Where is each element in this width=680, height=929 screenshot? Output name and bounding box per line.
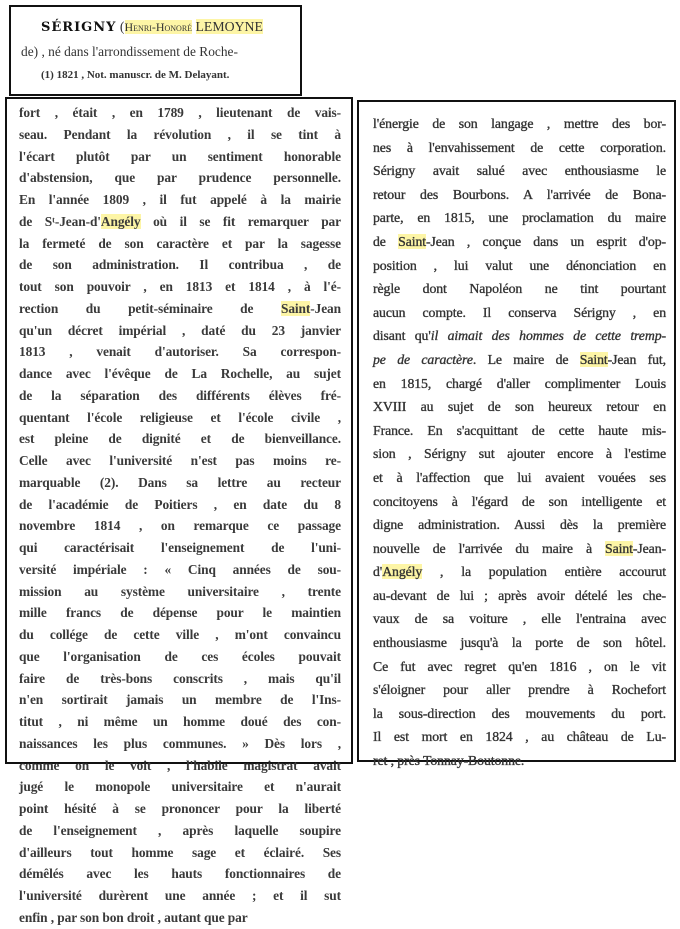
- line-text: Ce fut avec regret qu'en 1816 , on le vit: [373, 658, 666, 674]
- line-text: de: [373, 233, 399, 249]
- line-text: sion , Sérigny sut ajouter encore à l'estime: [373, 446, 666, 462]
- right-column-snippet: [357, 100, 676, 769]
- text-line: [373, 112, 666, 136]
- text-line: [19, 689, 341, 711]
- line-text: faire de très-bons conscrits , mais qu'il: [19, 670, 341, 686]
- entry-subtitle: de) , né dans l'arrondissement de Roche-: [21, 44, 238, 59]
- text-line: [19, 385, 341, 407]
- text-line: [373, 725, 666, 749]
- line-text: règle dont Napoléon ne tint pourtant: [373, 281, 666, 297]
- text-line: [19, 211, 341, 233]
- line-text: retour des Bourbons. A l'arrivée de Bona-: [373, 186, 666, 202]
- line-text: ret , près Tonnay-Boutonne.: [373, 753, 525, 769]
- text-line: [19, 494, 341, 516]
- line-text: aucun compte. Il conserva Sérigny , en: [373, 304, 666, 320]
- given-names-highlight: Henri-Honoré: [124, 20, 193, 34]
- text-line: [19, 450, 341, 472]
- line-text: qu'un décret impérial , daté du 23 janvier: [19, 322, 341, 338]
- text-line: [19, 537, 341, 559]
- text-line: [19, 167, 341, 189]
- text-line: [19, 189, 341, 211]
- line-text: novembre 1814 , on remarque ce passage: [19, 518, 341, 534]
- line-text: enthousiasme jusqu'à la porte de son hôtel.: [373, 635, 666, 651]
- line-text: 1813 , venait d'autoriser. Sa correspon-: [19, 344, 341, 360]
- line-text: l'université durèrent une année ; et il sut: [19, 888, 341, 903]
- line-text: de la séparation des différents élèves fré-: [19, 387, 341, 403]
- text-line: [19, 755, 341, 777]
- text-line: [373, 395, 666, 419]
- text-line: [19, 276, 341, 298]
- line-text: titut , ni même un homme doué des con-: [19, 714, 341, 729]
- line-text: versité impériale : « Cinq années de sou-: [19, 561, 341, 577]
- line-text: de Sᵗ-Jean-d': [19, 213, 101, 229]
- entry-title: [21, 13, 292, 41]
- line-text: . Le maire de: [472, 351, 580, 367]
- search-highlight: Saint: [579, 351, 608, 367]
- text-line: [19, 298, 341, 320]
- line-text: dance avec l'évêque de La Rochelle, au sujet: [19, 366, 341, 381]
- text-line: [19, 559, 341, 581]
- line-text: digne administration. Aussi dès la première: [373, 517, 666, 533]
- line-text: nes à l'envahissement de cette corporation.: [373, 139, 666, 155]
- text-line: [373, 301, 666, 325]
- line-text: jugé le monopole universitaire et n'aurait: [19, 779, 341, 795]
- text-line: [373, 254, 666, 278]
- line-text: XVIII au sujet de son heureux retour en: [373, 399, 666, 415]
- line-text: concitoyens à l'égard de son intelligente et: [373, 493, 666, 509]
- text-line: [19, 776, 341, 798]
- text-line: [19, 102, 341, 124]
- line-text: n'en sortirait jamais un membre de l'Ins-: [19, 692, 341, 708]
- text-line: [19, 711, 341, 733]
- text-line: [373, 419, 666, 443]
- text-line: [19, 233, 341, 255]
- text-line: [373, 537, 666, 561]
- text-line: [19, 602, 341, 624]
- line-text: -Jean fut,: [607, 351, 666, 367]
- header-snippet-box: [9, 5, 302, 96]
- text-line: [19, 581, 341, 603]
- search-highlight: Saint: [398, 233, 426, 249]
- text-line: [373, 490, 666, 514]
- line-text: la sous-direction des mouvements du port.: [373, 705, 666, 721]
- text-line: [373, 466, 666, 490]
- line-text: nouvelle de l'arrivée du maire à: [373, 540, 606, 556]
- line-text: l'énergie de son langage , mettre des bor-: [373, 116, 666, 131]
- text-line: [373, 749, 666, 773]
- text-line: [373, 277, 666, 301]
- search-highlight: Saint: [605, 540, 633, 556]
- line-text: comme on le voit , l'habile magistrat avait: [19, 757, 341, 773]
- line-text: tout son pouvoir , en 1813 et 1814 , à l'é-: [19, 279, 341, 294]
- surname-highlight: LEMOYNE: [195, 19, 263, 34]
- line-text: du collége de cette ville , m'ont convaincu: [19, 627, 341, 642]
- text-line: [19, 842, 341, 864]
- title-paren: (: [116, 19, 125, 34]
- text-line: [19, 798, 341, 820]
- line-text: naissances les plus communes. » Dès lors ,: [19, 735, 341, 751]
- line-text: seau. Pendant la révolution , il se tint à: [19, 126, 341, 142]
- line-text: vaux de sa voiture , elle l'entraina avec: [373, 611, 666, 627]
- text-line: [19, 146, 341, 168]
- line-text: mission au système universitaire , trente: [19, 583, 341, 599]
- line-text: la fermeté de son caractère et par la sagesse: [19, 235, 341, 251]
- text-line: [19, 624, 341, 646]
- line-text: En l'année 1809 , il fut appelé à la mairie: [19, 192, 341, 207]
- line-text: fort , était , en 1789 , lieutenant de vais-: [19, 105, 341, 120]
- line-text: où il se fit remarquer par: [140, 213, 341, 229]
- italic-text: pe de caractère: [373, 351, 473, 367]
- text-line: [19, 863, 341, 885]
- search-highlight: Angély: [100, 213, 141, 229]
- line-text: est pleine de dignité et de bienveillance.: [19, 431, 341, 447]
- search-highlight: Angély: [382, 564, 423, 580]
- text-line: [373, 560, 666, 584]
- line-text: l'écart plutôt par un sentiment honorable: [19, 148, 341, 164]
- line-text: d'ailleurs tout homme sage et éclairé. Ses: [19, 844, 341, 860]
- line-text: démêlés avec les hauts fonctionnaires de: [19, 866, 341, 882]
- text-line: [19, 646, 341, 668]
- line-text: Il est mort en 1824 , au château de Lu-: [373, 729, 666, 745]
- text-line: [373, 348, 666, 372]
- text-line: [19, 515, 341, 537]
- text-line: [19, 885, 341, 907]
- text-line: [373, 372, 666, 396]
- text-line: [373, 159, 666, 183]
- footnote: (1) 1821 , Not. manuscr. de M. Delayant.: [41, 69, 230, 81]
- text-line: [373, 136, 666, 160]
- italic-text: il aimait des hommes de cette tremp-: [430, 328, 666, 344]
- text-line: [19, 341, 341, 363]
- line-text: de l'enseignement , après laquelle soupire: [19, 822, 341, 838]
- line-text: France. En s'acquittant de cette haute mis-: [373, 422, 666, 438]
- text-line: [373, 655, 666, 679]
- text-line: [373, 678, 666, 702]
- line-text: enfin , par son bon droit , autant que par: [19, 909, 248, 925]
- text-line: [19, 363, 341, 385]
- text-line: [19, 907, 341, 929]
- line-text: Sérigny avait salué avec enthousiasme le: [373, 163, 666, 179]
- text-line: [19, 733, 341, 755]
- search-highlight: Saint: [280, 300, 311, 316]
- text-line: [19, 407, 341, 429]
- text-line: [19, 124, 341, 146]
- line-text: parte, en 1815, une proclamation du maire: [373, 210, 666, 226]
- text-line: [19, 320, 341, 342]
- line-text: point hésité à se prononcer pour la liberté: [19, 801, 341, 816]
- line-text: qui caractérisait l'enseignement de l'uni-: [19, 540, 341, 555]
- text-line: [19, 254, 341, 276]
- text-line: [373, 206, 666, 230]
- line-text: , la population entière accourut: [422, 564, 666, 580]
- text-line: [373, 442, 666, 466]
- line-text: en 1815, chargé d'aller complimenter Louis: [373, 375, 666, 391]
- line-text: au-devant de lui ; après avoir dételé les che-: [373, 587, 666, 603]
- text-line: [373, 607, 666, 631]
- line-text: -Jean-: [632, 540, 666, 556]
- text-line: [373, 702, 666, 726]
- text-line: [19, 668, 341, 690]
- line-text: quentant l'école religieuse et l'école civile ,: [19, 409, 341, 425]
- line-text: Celle avec l'université n'est pas moins re-: [19, 453, 341, 468]
- line-text: d': [373, 564, 383, 580]
- line-text: -Jean , conçue dans un esprit d'op-: [426, 233, 667, 249]
- line-text: et à l'affection que lui avaient vouées ses: [373, 469, 666, 485]
- line-text: marquable (2). Dans sa lettre au recteur: [19, 474, 341, 490]
- text-line: [373, 513, 666, 537]
- text-line: [373, 230, 666, 254]
- line-text: que l'organisation de ces écoles pouvait: [19, 648, 341, 664]
- text-line: [19, 820, 341, 842]
- line-text: s'éloigner pour aller prendre à Rochefort: [373, 682, 666, 698]
- text-line: [19, 428, 341, 450]
- line-text: d'abstension, que par prudence personnelle.: [19, 170, 341, 186]
- text-line: [373, 631, 666, 655]
- left-column-snippet: [5, 97, 353, 925]
- line-text: rection du petit-séminaire de: [19, 300, 281, 316]
- line-text: -Jean: [310, 300, 341, 316]
- text-line: [373, 324, 666, 348]
- text-line: [373, 584, 666, 608]
- line-text: position , lui valut une dénonciation en: [373, 257, 666, 273]
- entry-name: SÉRIGNY: [41, 20, 117, 35]
- line-text: de son administration. Il contribua , de: [19, 257, 341, 273]
- line-text: mille francs de dépense pour le maintien: [19, 605, 341, 621]
- line-text: de l'académie de Poitiers , en date du 8: [19, 496, 341, 512]
- text-line: [373, 183, 666, 207]
- line-text: disant qu': [373, 328, 431, 344]
- text-line: [19, 472, 341, 494]
